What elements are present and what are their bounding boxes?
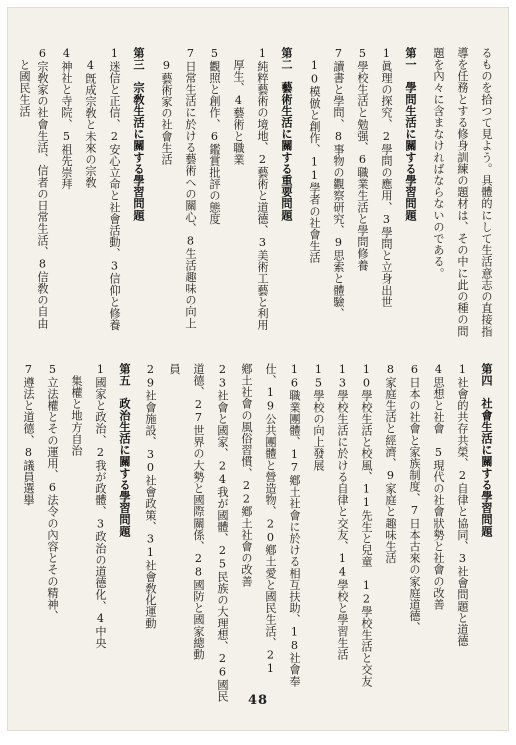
text-line: 7遵法と道德、8議員選擧 bbox=[22, 363, 35, 506]
text-line: 4旣成宗敎と未來の宗敎 bbox=[84, 59, 97, 189]
text-line: 導を任務とする修身訓練の題材は、その中に此の種の問 bbox=[456, 47, 469, 337]
text-line: 9藝術家の社會生活 bbox=[160, 59, 173, 166]
text-line: 1迷信と正信、2安心立命と社會活動、3信仰と修養 bbox=[108, 47, 121, 331]
text-line: 10模倣と創作、11學者の社會生活 bbox=[308, 59, 321, 264]
text-line: 5學校生活と勉强、6職業生活と學問修養 bbox=[356, 47, 369, 271]
text-line: 4神社と寺院、5祖先崇拜 bbox=[60, 47, 73, 190]
text-line: 15學校の向上發展 bbox=[312, 363, 325, 471]
text-line: 鄕土社會の風俗習慣、22鄕土社會の改善 bbox=[240, 363, 253, 587]
text-line: 厚生、4藝術と職業 bbox=[232, 59, 245, 166]
text-line: 員 bbox=[168, 363, 181, 375]
text-line: 仕、19公共團體と營造物、20鄕土愛と國民生活、21 bbox=[264, 363, 277, 676]
text-line: 10學校生活と校風、11先生と兒童 12學校生活と交友 bbox=[360, 363, 373, 687]
text-line: 題を內々に含まなければならないのである。 bbox=[432, 47, 445, 279]
text-line: 集權と地方自治 bbox=[70, 375, 83, 457]
book-page bbox=[7, 7, 509, 731]
section-heading: 第三 宗敎生活に關する學習問題 bbox=[132, 47, 146, 221]
text-line: 29社會施設、30社會政策、31社會敎化運動 bbox=[144, 363, 157, 629]
text-line: 13學校生活に於ける自律と交友、14學校と學習生活 bbox=[336, 363, 349, 661]
text-line: 8家庭生活と經濟、9家庭と趣味生活 bbox=[384, 363, 397, 564]
text-line: 1國家と政治、2我が政體、3政治の道德化、4中央 bbox=[94, 363, 107, 649]
text-line: 道德、27世界の大勢と國際關係、28國防と國家總動 bbox=[192, 363, 205, 661]
text-line: 7日常生活に於ける藝術への關心、8生活趣味の向上 bbox=[184, 47, 197, 329]
section-heading: 第四 社會生活に關する學習問題 bbox=[480, 363, 494, 537]
text-line: 23社會と國家、24我が國體、25民族の大理想、26國民 bbox=[216, 363, 229, 703]
section-heading: 第二 藝術生活に關する重要問題 bbox=[280, 47, 294, 221]
text-line: 6宗敎家の社會生活、信者の日常生活、8信敎の自由 bbox=[36, 47, 49, 329]
text-line: 1眞理の探究、2學問の應用、3學問と立身出世 bbox=[380, 47, 393, 308]
text-line: 4思想と社會 5現代の社會狀勢と社會の改善 bbox=[432, 363, 445, 611]
text-line: 7讀書と學問、8事物の觀察研究、9思索と體驗、 bbox=[332, 47, 345, 320]
text-line: るものを拾つて見よう。具體的にして生活意志の直接指 bbox=[480, 47, 493, 337]
section-heading: 第五 政治生活に關する學習問題 bbox=[118, 363, 132, 537]
page-number: 48 bbox=[247, 693, 269, 708]
text-line: 6日本の社會と家族制度、7日本古來の家庭道德、 bbox=[408, 363, 421, 634]
text-line: 5立法權とその運用、6法令の內容とその精神、 bbox=[46, 363, 59, 622]
text-line: 1社會的共存共榮、2自律と協同、3社會問題と道德 bbox=[456, 363, 469, 647]
section-heading: 第一 學問生活に關する學習問題 bbox=[404, 47, 418, 221]
text-line: 5觀照と創作、6鑑賞批評の態度 bbox=[208, 47, 221, 225]
text-line: 1純粹藝術の境地、2藝術と道德、3美術工藝と利用 bbox=[256, 47, 269, 331]
text-line: 16職業團體、17鄕土社會に於ける相互扶助、18社會奉 bbox=[288, 363, 301, 687]
text-line: と國民生活 bbox=[18, 59, 31, 117]
